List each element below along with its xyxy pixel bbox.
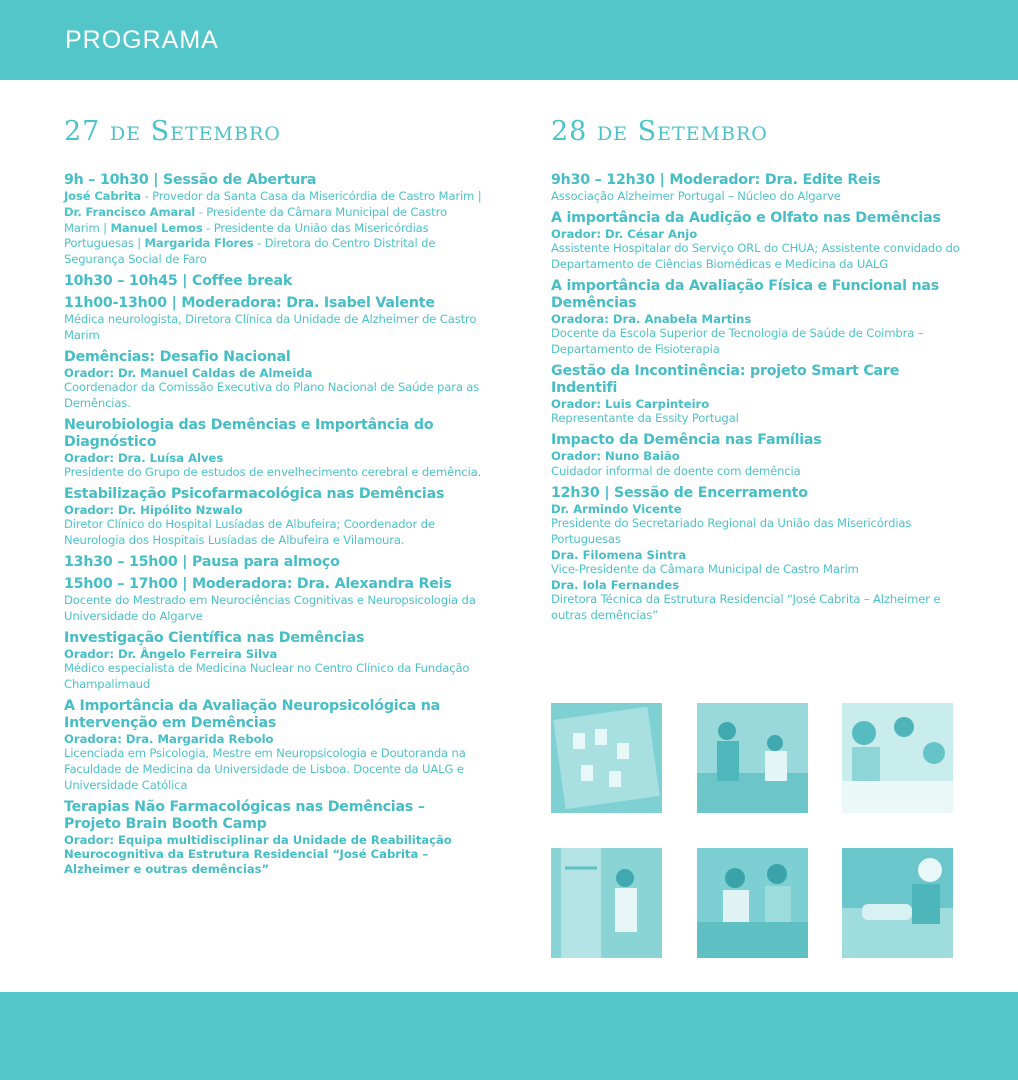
footer-bar bbox=[0, 992, 1018, 1080]
speaker-name: Orador: Nuno Baião bbox=[551, 449, 680, 464]
program-item bbox=[64, 554, 484, 571]
day2-column bbox=[551, 114, 961, 629]
session-heading: 11h00-13h00 | Moderadora: Dra. Isabel Valente bbox=[64, 294, 435, 311]
program-item bbox=[64, 273, 484, 290]
session-heading: A Importância da Avaliação Neuropsicológica na Intervenção em Demências bbox=[64, 697, 441, 731]
session-heading: 9h30 – 12h30 | Moderador: Dra. Edite Reis bbox=[551, 172, 881, 188]
speaker-name: Orador: Dra. Luísa Alves bbox=[64, 450, 224, 465]
speaker-name: Oradora: Dra. Anabela Martins bbox=[551, 311, 752, 326]
session-heading: Impacto da Demência nas Famílias bbox=[551, 432, 822, 449]
program-item bbox=[551, 278, 961, 358]
speaker-name: Orador: Dr. César Anjo bbox=[551, 226, 698, 241]
speaker-name: Orador: Dr. Hipólito Nzwalo bbox=[64, 502, 243, 517]
program-item bbox=[551, 485, 961, 624]
program-item bbox=[64, 576, 484, 625]
session-heading: Demências: Desafio Nacional bbox=[64, 348, 291, 365]
program-item bbox=[551, 210, 961, 273]
speaker-name: Oradora: Dra. Margarida Rebolo bbox=[64, 731, 274, 746]
elderly-hands-photo bbox=[842, 848, 953, 958]
day2-program bbox=[551, 172, 961, 624]
speaker-name: Dra. Iola Fernandes bbox=[551, 577, 680, 592]
speaker-name: Orador: Luis Carpinteiro bbox=[551, 396, 710, 411]
speaker-name: José Cabrita bbox=[64, 189, 141, 203]
speaker-description: Cuidador informal de doente com demência bbox=[551, 463, 801, 478]
program-item bbox=[64, 172, 484, 268]
speaker-description: Representante da Essity Portugal bbox=[551, 411, 739, 426]
speaker-description: Médica neurologista, Diretora Clínica da Unidade de Alzheimer de Castro Marim bbox=[64, 311, 477, 342]
session-heading: 15h00 – 17h00 | Moderadora: Dra. Alexandra Reis bbox=[64, 576, 452, 593]
speaker-name: Manuel Lemos bbox=[110, 220, 203, 235]
speaker-description: Docente do Mestrado em Neurociências Cognitivas e Neuropsicologia da Universidade do Algarve bbox=[64, 593, 476, 623]
physiotherapy-photo bbox=[551, 848, 662, 958]
program-item bbox=[64, 799, 484, 877]
photo-grid bbox=[551, 703, 953, 959]
speaker-name: Dra. Filomena Sintra bbox=[551, 547, 687, 562]
program-item bbox=[551, 432, 961, 479]
speaker-role: - Provedor da Santa Casa da Misericórdia de Castro Marim | bbox=[140, 189, 482, 203]
speaker-name: Dr. Armindo Vicente bbox=[551, 501, 682, 516]
speaker-description bbox=[64, 189, 484, 268]
speaker-name: Dr. Francisco Amaral bbox=[64, 204, 196, 219]
speaker-role: - Diretora do Centro Distrital de Segurança Social de Faro bbox=[64, 236, 436, 267]
session-heading: Gestão da Incontinência: projeto Smart Care Indentifi bbox=[551, 362, 900, 396]
speaker-role: - Presidente da Câmara Municipal de Castro Marim | bbox=[64, 204, 447, 235]
speaker-description: Diretor Clínico do Hospital Lusíadas de Albufeira; Coordenador de Neurologia dos Hospitais Lusíadas de Albufeira e Vilamoura. bbox=[64, 517, 435, 548]
speaker-name: Margarida Flores bbox=[144, 236, 254, 251]
program-item bbox=[64, 698, 484, 794]
speaker-name: Orador: Dr. Manuel Caldas de Almeida bbox=[64, 365, 313, 380]
program-item bbox=[64, 295, 484, 344]
speaker-description: Vice-Presidente da Câmara Municipal de Castro Marim bbox=[551, 562, 859, 577]
speaker-description: Coordenador da Comissão Executiva do Plano Nacional de Saúde para as Demências. bbox=[64, 380, 480, 410]
speaker-description: Diretora Técnica da Estrutura Residencial “José Cabrita – Alzheimer e outras demências” bbox=[551, 592, 941, 623]
session-heading: 12h30 | Sessão de Encerramento bbox=[551, 484, 808, 501]
card-game-photo bbox=[551, 703, 662, 813]
page-title: PROGRAMA bbox=[65, 26, 219, 54]
therapy-session-photo bbox=[697, 703, 808, 813]
speaker-description: Associação Alzheimer Portugal – Núcleo do Algarve bbox=[551, 189, 841, 203]
speaker-description: Docente da Escola Superior de Tecnologia de Saúde de Coimbra – Departamento de Fisioterapia bbox=[551, 326, 924, 357]
speaker-description: Assistente Hospitalar do Serviço ORL do CHUA; Assistente convidado do Departamento de Ciências Biomédicas e Medicina da UALG bbox=[551, 241, 960, 272]
speaker-name: Orador: Dr. Ângelo Ferreira Silva bbox=[64, 646, 278, 661]
day2-title: 28 de Setembro bbox=[551, 116, 768, 147]
craft-workshop-photo bbox=[697, 848, 808, 958]
session-heading: Estabilização Psicofarmacológica nas Demências bbox=[64, 485, 445, 502]
program-item bbox=[551, 363, 961, 427]
speaker-name: Orador: Equipa multidisciplinar da Unidade de Reabilitação Neurocognitiva da Estrutura Residencial “José Cabrita – Alzheimer e outras demências” bbox=[64, 832, 452, 876]
session-heading: Investigação Científica nas Demências bbox=[64, 629, 365, 646]
program-item bbox=[64, 417, 484, 481]
program-item bbox=[64, 486, 484, 549]
session-heading: 13h30 – 15h00 | Pausa para almoço bbox=[64, 554, 340, 571]
speaker-description: Médico especialista de Medicina Nuclear no Centro Clínico da Fundação Champalimaud bbox=[64, 661, 470, 691]
session-heading: 10h30 – 10h45 | Coffee break bbox=[64, 272, 293, 289]
speaker-description: Presidente do Secretariado Regional da União das Misericórdias Portuguesas bbox=[551, 516, 912, 546]
session-heading: A importância da Audição e Olfato nas Demências bbox=[551, 209, 941, 226]
program-item bbox=[64, 349, 484, 412]
program-item bbox=[551, 172, 961, 205]
session-heading: Terapias Não Farmacológicas nas Demências – Projeto Brain Booth Camp bbox=[64, 798, 425, 832]
session-heading: A importância da Avaliação Física e Funcional nas Demências bbox=[551, 277, 939, 311]
day1-column bbox=[64, 114, 484, 881]
speaker-description: Presidente do Grupo de estudos de envelhecimento cerebral e demência. bbox=[64, 465, 482, 480]
group-activity-photo bbox=[842, 703, 953, 813]
header-bar bbox=[0, 0, 1018, 80]
speaker-description: Licenciada em Psicologia, Mestre em Neuropsicologia e Doutoranda na Faculdade de Medicina da Universidade de Lisboa. Docente da UALG e Universidade Católica bbox=[64, 746, 466, 792]
program-item bbox=[64, 630, 484, 693]
session-heading: Neurobiologia das Demências e Importância do Diagnóstico bbox=[64, 416, 434, 450]
speaker-role: - Presidente da União das Misericórdias Portuguesas | bbox=[64, 220, 429, 251]
day1-program bbox=[64, 172, 484, 876]
day1-title: 27 de Setembro bbox=[64, 116, 281, 147]
session-heading: 9h – 10h30 | Sessão de Abertura bbox=[64, 172, 317, 188]
